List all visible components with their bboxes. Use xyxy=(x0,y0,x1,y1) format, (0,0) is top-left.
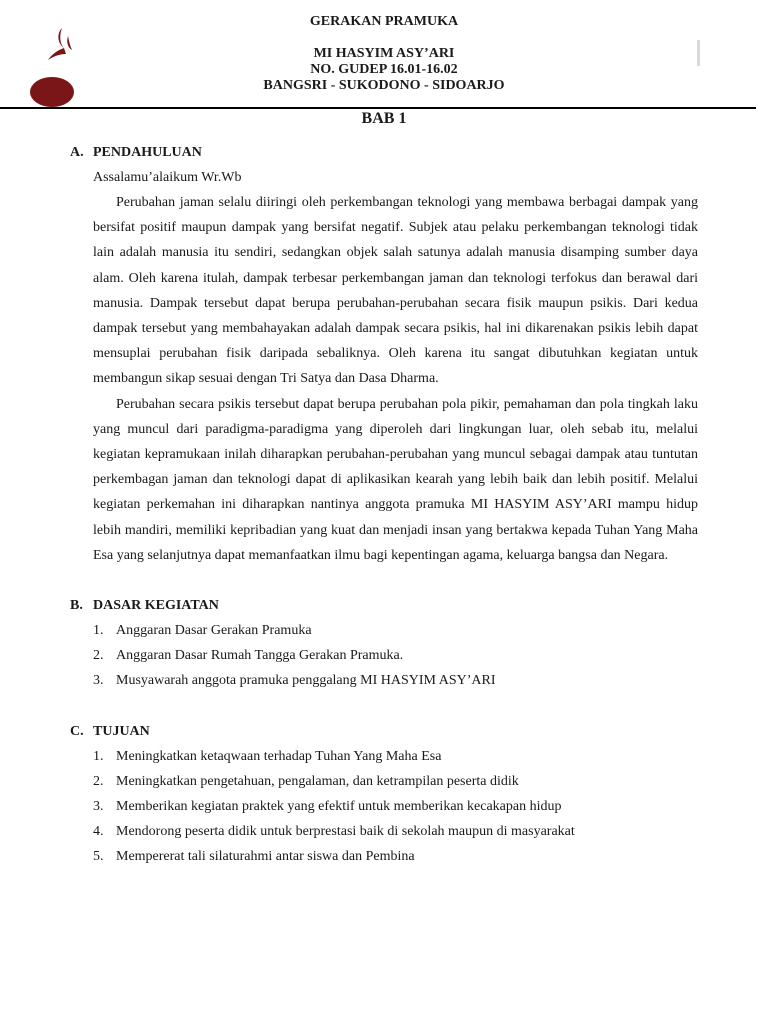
list-text: Memberikan kegiatan praktek yang efektif untuk memberikan kecakapan hidup xyxy=(116,798,562,814)
letterhead xyxy=(0,14,768,94)
tujuan-list xyxy=(70,744,698,870)
list-item xyxy=(93,769,698,794)
list-text: Anggaran Dasar Gerakan Pramuka xyxy=(116,623,312,639)
list-number: 5. xyxy=(93,849,104,865)
list-text: Anggaran Dasar Rumah Tangga Gerakan Pramuka. xyxy=(116,648,404,664)
gudep-number: NO. GUDEP 16.01-16.02 xyxy=(310,62,458,77)
section-title: TUJUAN xyxy=(93,723,150,739)
list-text: Musyawarah anggota pramuka penggalang MI HASYIM ASY’ARI xyxy=(116,673,496,689)
list-text: Mendorong peserta didik untuk berprestasi baik di sekolah maupun di masyarakat xyxy=(116,824,575,840)
list-text: Meningkatkan pengetahuan, pengalaman, dan ketrampilan peserta didik xyxy=(116,773,519,789)
address: BANGSRI - SUKODONO - SIDOARJO xyxy=(263,78,505,93)
list-number: 2. xyxy=(93,773,104,789)
dasar-kegiatan-list xyxy=(70,618,698,694)
list-text: Meningkatkan ketaqwaan terhadap Tuhan Yang Maha Esa xyxy=(116,748,442,764)
list-text: Mempererat tali silaturahmi antar siswa dan Pembina xyxy=(116,849,415,865)
section-heading-dasar-kegiatan xyxy=(70,593,698,618)
document-body xyxy=(70,140,698,870)
list-number: 1. xyxy=(93,748,104,764)
list-number: 1. xyxy=(93,623,104,639)
section-title: DASAR KEGIATAN xyxy=(93,598,219,614)
list-number: 4. xyxy=(93,824,104,840)
list-item xyxy=(93,819,698,844)
school-name: MI HASYIM ASY’ARI xyxy=(313,46,455,61)
section-letter: B. xyxy=(70,598,83,614)
list-number: 3. xyxy=(93,673,104,689)
greeting: Assalamu’alaikum Wr.Wb xyxy=(93,170,242,185)
list-item xyxy=(93,794,698,819)
list-item xyxy=(93,744,698,769)
paragraph: Perubahan secara psikis tersebut dapat berupa perubahan pola pikir, pemahaman dan pola tingkah laku yang muncul dari paradigma-paradigma yang diperoleh dari lingkungan luar, oleh sebab itu, melalui kegiatan kepramukaan inilah diharapkan perubahan-perubahan yang muncul sebagai dampak atau tuntutan perkembagan jaman dan teknologi dapat di aplikasikan kearah yang lebih baik dan lebih positif. Melalui kegiatan perkemahan ini diharapkan nantinya anggota pramuka MI HASYIM ASY’ARI mampu hidup lebih mandiri, memiliki kepribadian yang kuat dan menjadi insan yang bertakwa kepada Tuhan Yang Maha Esa yang selanjutnya dapat memanfaatkan ilmu bagi kepentingan agama, keluarga bangsa dan Negara. xyxy=(93,396,698,563)
organization-name: GERAKAN PRAMUKA xyxy=(309,14,459,29)
header-divider xyxy=(0,107,756,109)
list-number: 2. xyxy=(93,648,104,664)
chapter-title: BAB 1 xyxy=(361,110,407,127)
list-item xyxy=(93,668,698,693)
list-item xyxy=(93,643,698,668)
section-heading-pendahuluan xyxy=(70,140,698,165)
section-letter: A. xyxy=(70,145,84,160)
paragraph: Perubahan jaman selalu diiringi oleh perkembangan teknologi yang membawa berbagai dampak yang bersifat positif maupun dampak yang bersifat negatif. Subjek atau pelaku perkembangan teknologi tidak lain adalah manusia itu sendiri, sedangkan objek salah satunya adalah manusia disamping sumber daya alam. Oleh karena itulah, dampak terbesar perkembangan jaman dan teknologi terfokus dan berawal dari manusia. Dampak tersebut dapat berupa perubahan-perubahan secara fisik maupun psikis. Dari kedua dampak tersebut yang membahayakan adalah dampak secara psikis, hal ini dikarenakan psikis lebih dapat mensuplai perubahan fisik daripada sebaliknya. Oleh karena itu sangat dibutuhkan kegiatan untuk membangun sikap sesuai dengan Tri Satya dan Dasa Dharma. xyxy=(93,195,698,387)
section-letter: C. xyxy=(70,723,84,739)
section-title: PENDAHULUAN xyxy=(93,145,202,160)
list-item xyxy=(93,618,698,643)
list-number: 3. xyxy=(93,798,104,814)
list-item xyxy=(93,844,698,869)
section-heading-tujuan xyxy=(70,719,698,744)
